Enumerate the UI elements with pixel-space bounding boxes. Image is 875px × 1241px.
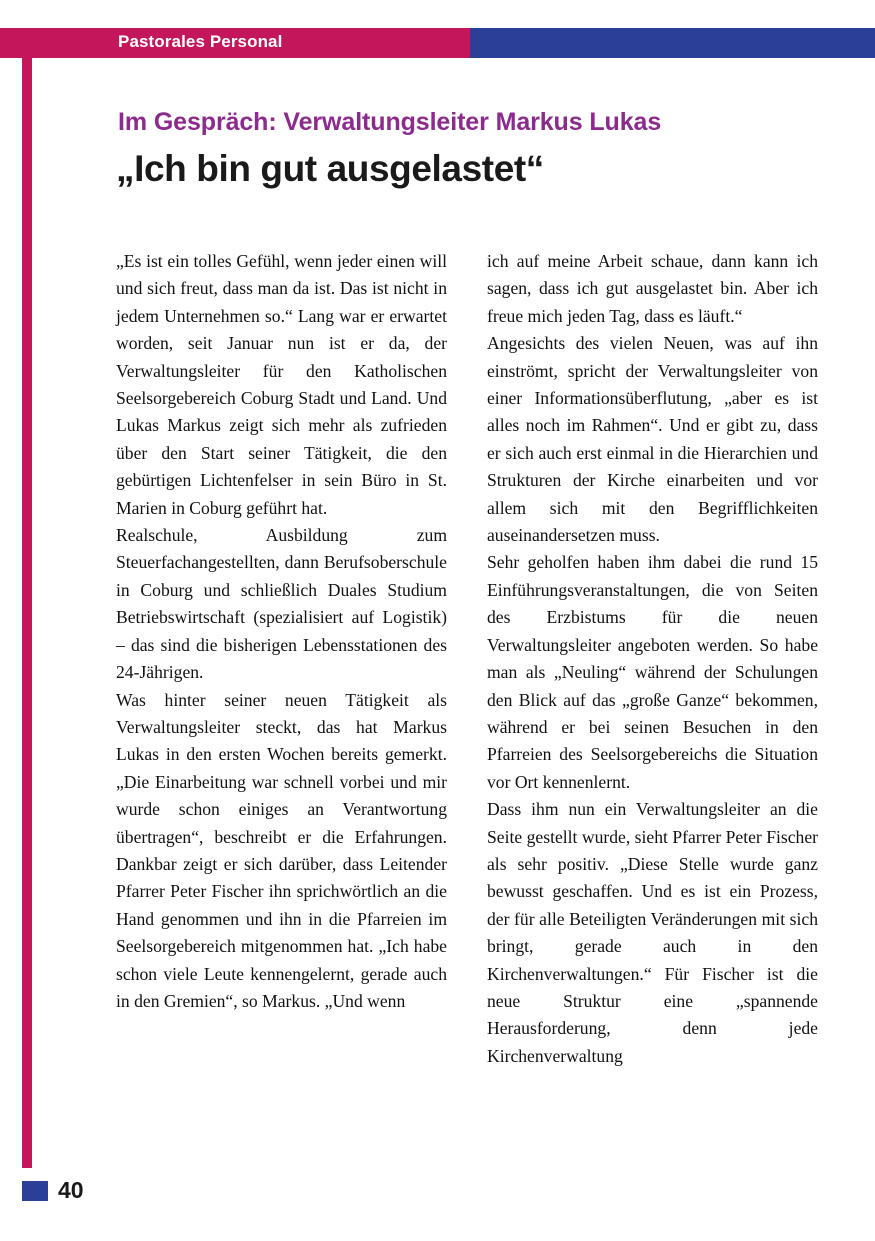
page-number: 40	[58, 1177, 84, 1203]
column-left	[116, 248, 447, 1158]
left-edge-rule	[22, 28, 32, 1168]
paragraph: Dass ihm nun ein Verwaltungsleiter an die Seite gestellt wurde, sieht Pfarrer Peter Fischer als sehr positiv. „Diese Stelle wurde ganz bewusst geschaffen. Und es ist ein Prozess, der für alle Beteiligten Veränderungen mit sich bringt, gerade auch in den Kirchenverwaltungen.“ Für Fischer ist die neue Struktur eine „spannende Herausforderung, denn jede Kirchenverwaltung	[487, 799, 818, 1066]
footer-marker	[22, 1181, 48, 1201]
article-body	[116, 248, 818, 1158]
article-headline: „Ich bin gut ausgelastet“	[116, 148, 544, 189]
section-title: Pastorales Personal	[118, 32, 283, 51]
paragraph: Angesichts des vielen Neuen, was auf ihn einströmt, spricht der Verwaltungsleiter von einer Informationsüberflutung, „aber es ist alles noch im Rahmen“. Und er gibt zu, dass er sich auch erst einmal in die Hierarchien und Strukturen der Kirche einarbeiten und vor allem sich mit den Begrifflichkeiten auseinandersetzen muss.	[487, 333, 818, 546]
paragraph: Sehr geholfen haben ihm dabei die rund 15 Einführungsveranstaltungen, die von Seiten des Erzbistums für die neuen Verwaltungsleiter angeboten werden. So habe man als „Neuling“ während der Schulungen den Blick auf das „große Ganze“ bekommen, während er bei seinen Besuchen in den Pfarreien des Seelsorgebereichs die Situation vor Ort kennenlernt.	[487, 552, 818, 792]
paragraph: Was hinter seiner neuen Tätigkeit als Verwaltungsleiter steckt, das hat Markus Lukas in den ersten Wochen bereits gemerkt. „Die Einarbeitung war schnell vorbei und mir wurde schon einiges an Verantwortung übertragen“, beschreibt er die Erfahrungen. Dankbar zeigt er sich darüber, dass Leitender Pfarrer Peter Fischer ihn sprichwörtlich an die Hand genommen und ihn in die Pfarreien im Seelsorgebereich mitgenommen hat. „Ich habe schon viele Leute kennengelernt, gerade auch in den Gremien“, so Markus. „Und wenn	[116, 689, 447, 1011]
header-band-right	[470, 28, 875, 58]
page-header-band	[0, 28, 875, 58]
page-footer	[22, 1179, 222, 1205]
article-kicker: Im Gespräch: Verwaltungsleiter Markus Lukas	[118, 108, 662, 136]
paragraph: „Es ist ein tolles Gefühl, wenn jeder einen will und sich freut, dass man da ist. Das ist nicht in jedem Unternehmen so.“ Lang war er erwartet worden, seit Januar nun ist er da, der Verwaltungsleiter für den Katholischen Seelsorgebereich Coburg Stadt und Land. Und Lukas Markus zeigt sich mehr als zufrieden über den Start seiner Tätigkeit, die den gebürtigen Lichtenfelser in sein Büro in St. Marien in Coburg geführt hat.	[116, 251, 447, 518]
paragraph: Realschule, Ausbildung zum Steuerfachangestellten, dann Berufsoberschule in Coburg und schließlich Duales Studium Betriebswirtschaft (spezialisiert auf Logistik) – das sind die bisherigen Lebensstationen des 24-Jährigen.	[116, 525, 447, 683]
paragraph: ich auf meine Arbeit schaue, dann kann ich sagen, dass ich gut ausgelastet bin. Aber ich freue mich jeden Tag, dass es läuft.“	[487, 251, 818, 326]
column-right	[487, 248, 818, 1158]
